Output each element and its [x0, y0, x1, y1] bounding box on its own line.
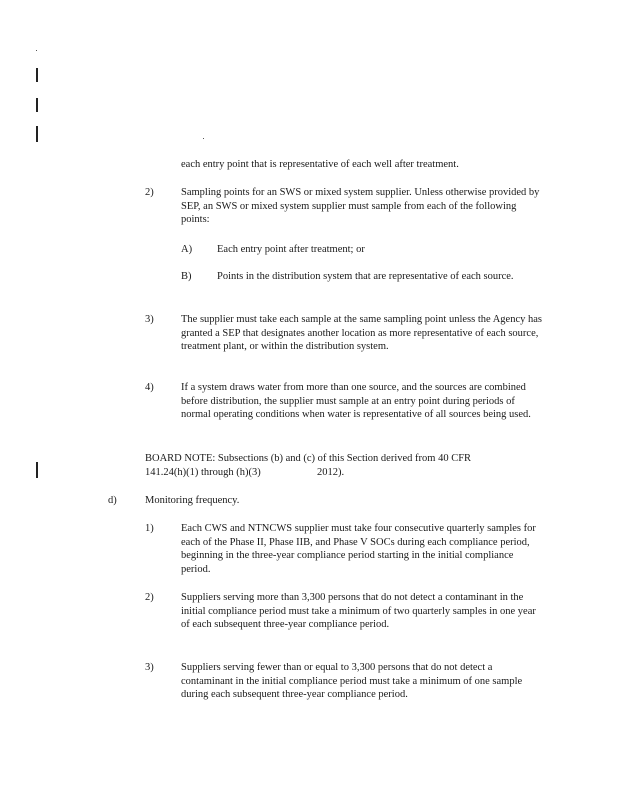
section-number: d) — [108, 495, 117, 506]
subitem-text: Each entry point after treatment; or — [217, 244, 365, 255]
continuation-line: each entry point that is representative of each well after treatment. — [181, 159, 459, 170]
subitem-number: A) — [181, 244, 193, 255]
subitem-text: Points in the distribution system that are representative of each source. — [217, 271, 514, 282]
item-text: Suppliers serving fewer than or equal to 3,300 persons that do not detect a contaminant in the initial compliance period must take a minimum of one sample during each subsequent three-year compliance period. — [181, 662, 523, 700]
item-text: Suppliers serving more than 3,300 persons that do not detect a contaminant in the initial compliance period must take a minimum of two quarterly samples in one year of each subsequent three-year compliance period. — [181, 592, 536, 630]
section-title: Monitoring frequency. — [145, 495, 240, 506]
item-number: 1) — [145, 523, 154, 534]
subitem-number: B) — [181, 271, 192, 282]
revision-bar — [36, 126, 38, 142]
item-number: 2) — [145, 592, 154, 603]
board-note-date: 2012). — [317, 467, 345, 478]
item-text: Sampling points for an SWS or mixed system supplier. Unless otherwise provided by SEP, an SWS or mixed system supplier must sample from each of the following points: — [181, 187, 540, 225]
item-number: 4) — [145, 382, 154, 393]
item-text: If a system draws water from more than one source, and the sources are combined before distribution, the supplier must sample at an entry point during periods of normal operating conditions when water is representative of all sources being used. — [181, 382, 531, 420]
item-number: 3) — [145, 314, 154, 325]
revision-bar — [36, 462, 38, 478]
board-note-citation: 141.24(h)(1) through (h)(3) — [145, 467, 261, 478]
board-note-line1: BOARD NOTE: Subsections (b) and (c) of this Section derived from 40 CFR — [145, 453, 472, 464]
item-text: Each CWS and NTNCWS supplier must take four consecutive quarterly samples for each of the Phase II, Phase IIB, and Phase V SOCs during each compliance period, beginning in the three-year compliance period starting in the initial compliance period. — [181, 523, 536, 575]
item-number: 2) — [145, 187, 154, 198]
item-text: The supplier must take each sample at the same sampling point unless the Agency has granted a SEP that designates another location as more representative of each source, treatment plant, or within the distribution system. — [181, 314, 542, 352]
margin-speck — [36, 50, 37, 51]
item-number: 3) — [145, 662, 154, 673]
revision-bar — [36, 68, 38, 82]
margin-speck — [203, 138, 204, 139]
revision-bar — [36, 98, 38, 112]
